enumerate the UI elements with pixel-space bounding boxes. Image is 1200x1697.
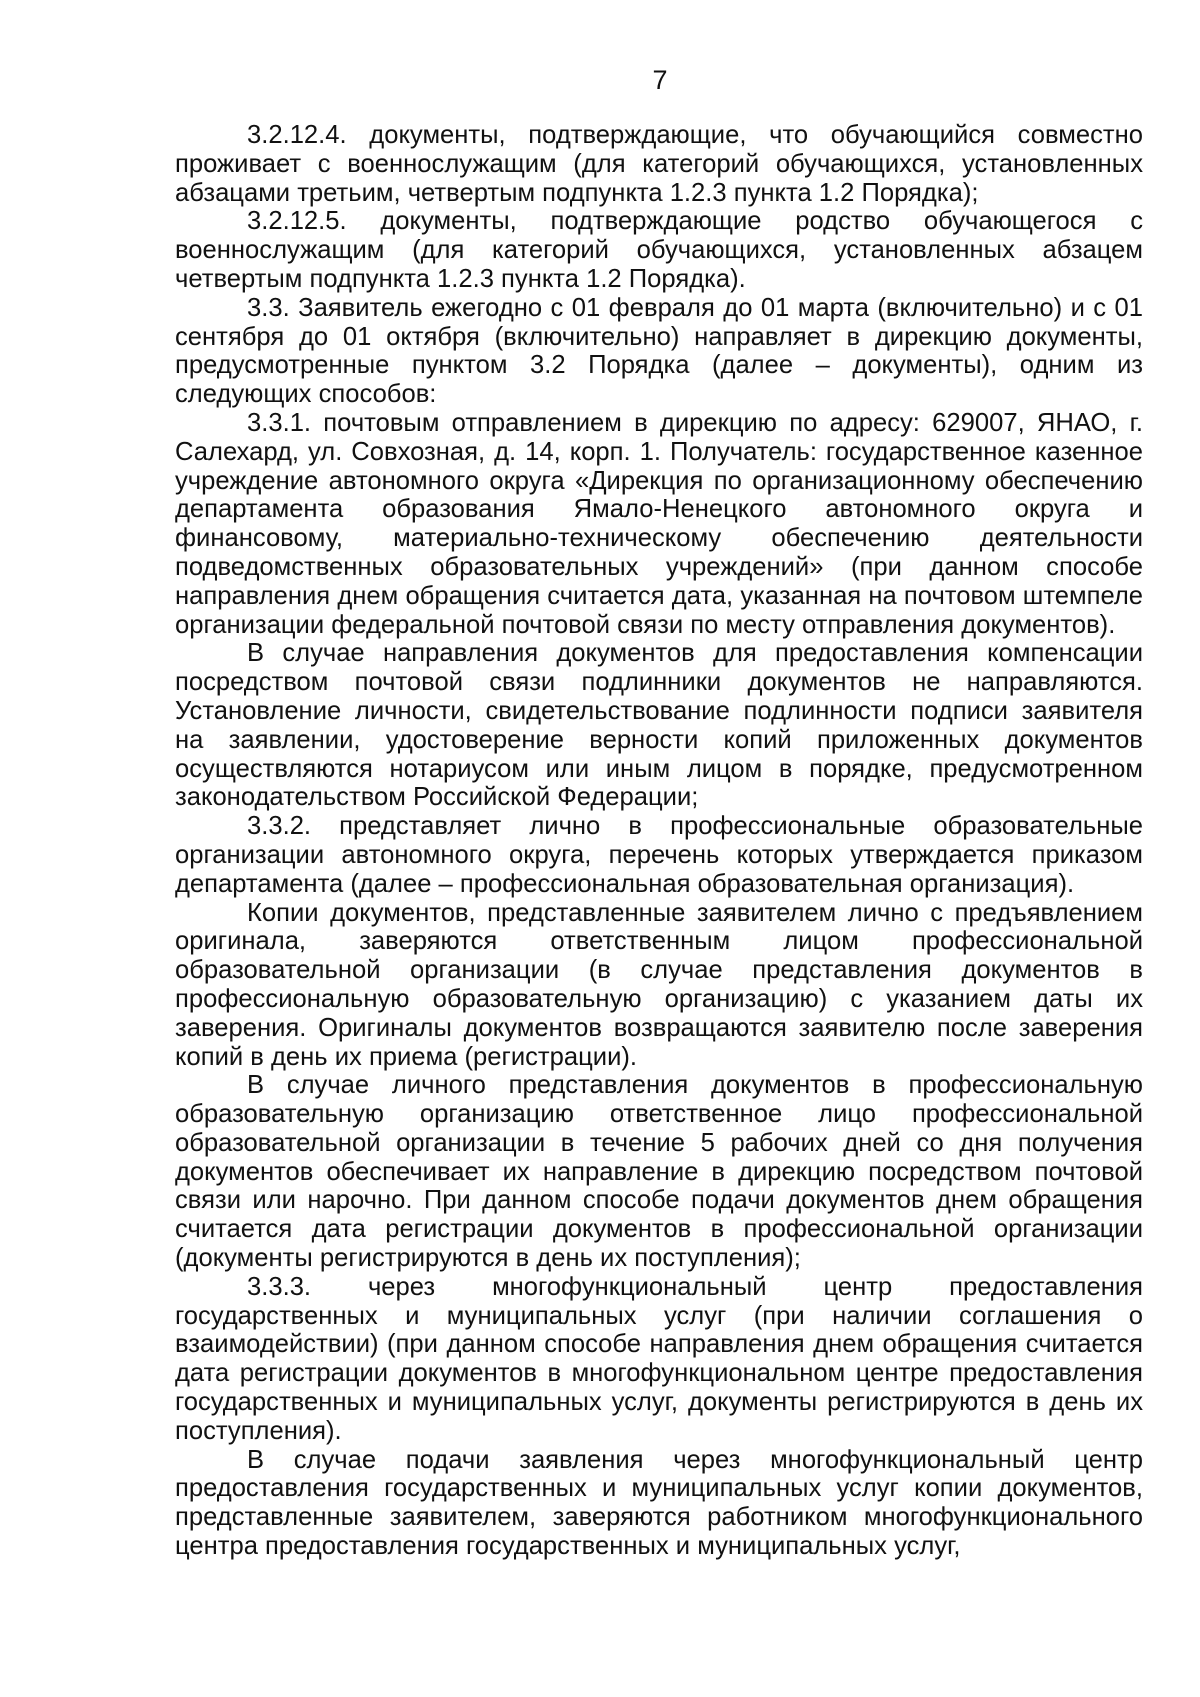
paragraph-3-3-3: 3.3.3. через многофункциональный центр предоставления государственных и муниципальных услуг (при наличии соглашения о взаимодействии) (при данном способе направления днем обращения считается дата регистрации документов в многофункциональном центре предоставления государственных и муниципальных услуг, документы регистрируются в день их поступления). bbox=[175, 1272, 1143, 1445]
paragraph-copies-certification: Копии документов, представленные заявителем лично с предъявлением оригинала, заверяются ответственным лицом профессиональной образовательной организации (в случае представления документов в профессиональную образовательную организацию) с указанием даты их заверения. Оригиналы документов возвращаются заявителю после заверения копий в день их приема (регистрации). bbox=[175, 898, 1143, 1071]
document-body bbox=[175, 121, 1143, 1561]
paragraph-3-2-12-5: 3.2.12.5. документы, подтверждающие родство обучающегося с военнослужащим (для категорий обучающихся, установленных абзацем четвертым подпункта 1.2.3 пункта 1.2 Порядка). bbox=[175, 207, 1143, 293]
paragraph-3-3-1: 3.3.1. почтовым отправлением в дирекцию по адресу: 629007, ЯНАО, г. Салехард, ул. Совхозная, д. 14, корп. 1. Получатель: государственное казенное учреждение автономного округа «Дирекция по организационному обеспечению департамента образования Ямало-Ненецкого автономного округа и финансовому, материально-техническому обеспечению деятельности подведомственных образовательных учреждений» (при данном способе направления днем обращения считается дата, указанная на почтовом штемпеле организации федеральной почтовой связи по месту отправления документов). bbox=[175, 408, 1143, 639]
paragraph-3-2-12-4: 3.2.12.4. документы, подтверждающие, что обучающийся совместно проживает с военнослужащим (для категорий обучающихся, установленных абзацами третьим, четвертым подпункта 1.2.3 пункта 1.2 Порядка); bbox=[175, 121, 1143, 207]
paragraph-mfc-submission: В случае подачи заявления через многофункциональный центр предоставления государственных и муниципальных услуг копии документов, представленные заявителем, заверяются работником многофункционального центра предоставления государственных и муниципальных услуг, bbox=[175, 1445, 1143, 1561]
paragraph-postal-note: В случае направления документов для предоставления компенсации посредством почтовой связи подлинники документов не направляются. Установление личности, свидетельствование подлинности подписи заявителя на заявлении, удостоверение верности копий приложенных документов осуществляются нотариусом или иным лицом в порядке, предусмотренном законодательством Российской Федерации; bbox=[175, 639, 1143, 812]
paragraph-3-3: 3.3. Заявитель ежегодно с 01 февраля до 01 марта (включительно) и с 01 сентября до 01 октября (включительно) направляет в дирекцию документы, предусмотренные пунктом 3.2 Порядка (далее – документы), одним из следующих способов: bbox=[175, 293, 1143, 409]
paragraph-3-3-2: 3.3.2. представляет лично в профессиональные образовательные организации автономного округа, перечень которых утверждается приказом департамента (далее – профессиональная образовательная организация). bbox=[175, 812, 1143, 898]
paragraph-personal-submission: В случае личного представления документов в профессиональную образовательную организацию ответственное лицо профессиональной образовательной организации в течение 5 рабочих дней со дня получения документов обеспечивает их направление в дирекцию посредством почтовой связи или нарочно. При данном способе подачи документов днем обращения считается дата регистрации документов в профессиональной организации (документы регистрируются в день их поступления); bbox=[175, 1071, 1143, 1273]
page-number: 7 bbox=[652, 65, 668, 95]
